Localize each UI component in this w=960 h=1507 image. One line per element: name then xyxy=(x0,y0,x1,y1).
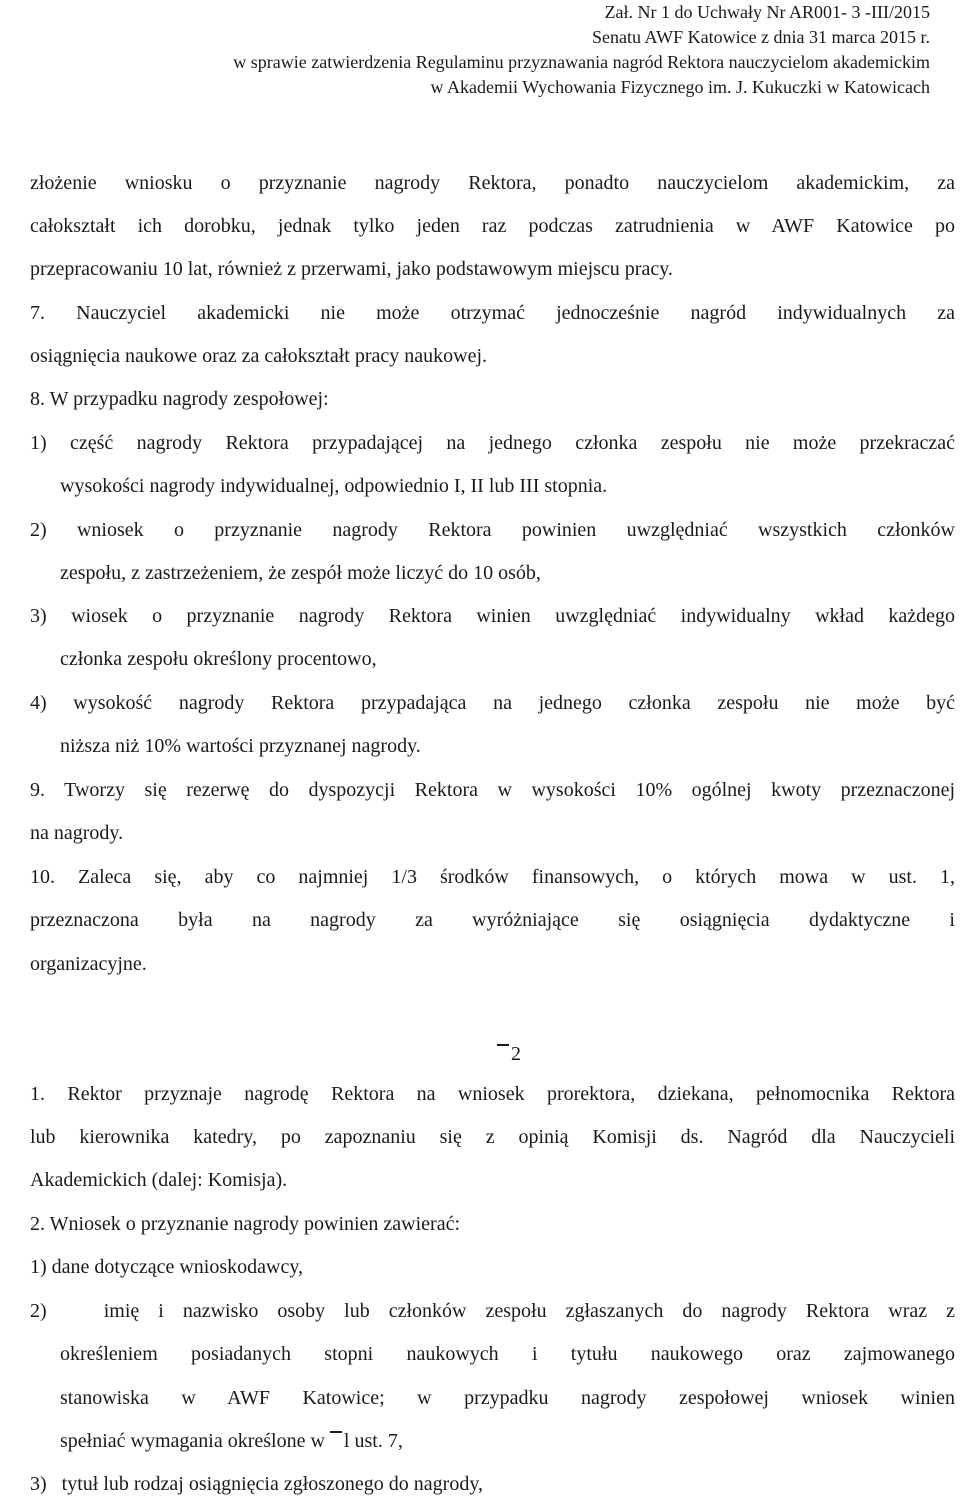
list-item-2-line: stanowiska w AWF Katowice; w przypadku nagrody zespołowej wniosek winien xyxy=(60,1387,955,1409)
subitem-3-line: członka zespołu określony procentowo, xyxy=(60,648,377,670)
document-header xyxy=(233,0,930,100)
list-item-3: 3) tytuł lub rodzaj osiągnięcia zgłoszonego do nagrody, xyxy=(30,1473,484,1495)
item-9-line: na nagrody. xyxy=(30,822,124,844)
paragraph-line: złożenie wniosku o przyznanie nagrody Rektora, ponadto nauczycielom akademickim, za xyxy=(30,172,955,194)
item-9-line: 9. Tworzy się rezerwę do dyspozycji Rektora w wysokości 10% ogólnej kwoty przeznaczonej xyxy=(30,779,955,801)
item-10-line: organizacyjne. xyxy=(30,953,147,975)
header-line-attachment: Zał. Nr 1 do Uchwały Nr AR001- 3 -III/2015 xyxy=(604,2,930,22)
section-sign-icon xyxy=(497,1044,509,1046)
header-line-subject: w sprawie zatwierdzenia Regulaminu przyznawania nagród Rektora nauczycielom akademickim xyxy=(233,52,930,72)
header-line-academy: w Akademii Wychowania Fizycznego im. J. Kukuczki w Katowicach xyxy=(430,77,930,97)
subitem-2-line: zespołu, z zastrzeżeniem, że zespół może liczyć do 10 osób, xyxy=(60,562,541,584)
section2-item-1-line: 1. Rektor przyznaje nagrodę Rektora na wniosek prorektora, dziekana, pełnomocnika Rektora xyxy=(30,1083,955,1105)
section2-item-1-line: Akademickich (dalej: Komisja). xyxy=(30,1169,288,1191)
item-10-line: 10. Zaleca się, aby co najmniej 1/3 środków finansowych, o których mowa w ust. 1, xyxy=(30,866,955,888)
item-7-line: osiągnięcia naukowe oraz za całokształt pracy naukowej. xyxy=(30,345,488,367)
section-sign-icon xyxy=(330,1431,342,1433)
subitem-2-line: 2) wniosek o przyznanie nagrody Rektora powinien uwzględniać wszystkich członków xyxy=(30,519,955,541)
subitem-1-line: 1) część nagrody Rektora przypadającej na jednego członka zespołu nie może przekraczać xyxy=(30,432,955,454)
paragraph-line: całokształt ich dorobku, jednak tylko jeden raz podczas zatrudnienia w AWF Katowice po xyxy=(30,215,955,237)
section-number: 2 xyxy=(511,1043,521,1065)
section2-item-2-heading: 2. Wniosek o przyznanie nagrody powinien zawierać: xyxy=(30,1213,461,1235)
list-item-2-line: określeniem posiadanych stopni naukowych i tytułu naukowego oraz zajmowanego xyxy=(60,1343,955,1365)
list-item-2-line xyxy=(60,1427,403,1455)
subitem-4-line: 4) wysokość nagrody Rektora przypadająca na jednego członka zespołu nie może być xyxy=(30,692,955,714)
item-7-line: 7. Nauczyciel akademicki nie może otrzymać jednocześnie nagród indywidualnych za xyxy=(30,302,955,324)
list-item-2-text: spełniać wymagania określone w xyxy=(60,1430,330,1452)
list-item-2-reference: l ust. 7, xyxy=(343,1430,403,1452)
subitem-4-line: niższa niż 10% wartości przyznanej nagrody. xyxy=(60,735,421,757)
list-item-2-line: 2) imię i nazwisko osoby lub członków zespołu zgłaszanych do nagrody Rektora wraz z xyxy=(30,1300,955,1322)
header-line-senate: Senatu AWF Katowice z dnia 31 marca 2015 r. xyxy=(592,27,930,47)
list-item-1: 1) dane dotyczące wnioskodawcy, xyxy=(30,1256,304,1278)
item-8-heading: 8. W przypadku nagrody zespołowej: xyxy=(30,388,329,410)
section-heading xyxy=(497,1040,521,1068)
item-10-line: przeznaczona była na nagrody za wyróżniające się osiągnięcia dydaktyczne i xyxy=(30,909,955,931)
paragraph-line: przepracowaniu 10 lat, również z przerwami, jako podstawowym miejscu pracy. xyxy=(30,258,673,280)
subitem-1-line: wysokości nagrody indywidualnej, odpowiednio I, II lub III stopnia. xyxy=(60,475,608,497)
subitem-3-line: 3) wiosek o przyznanie nagrody Rektora winien uwzględniać indywidualny wkład każdego xyxy=(30,605,955,627)
section2-item-1-line: lub kierownika katedry, po zapoznaniu się z opinią Komisji ds. Nagród dla Nauczycieli xyxy=(30,1126,955,1148)
